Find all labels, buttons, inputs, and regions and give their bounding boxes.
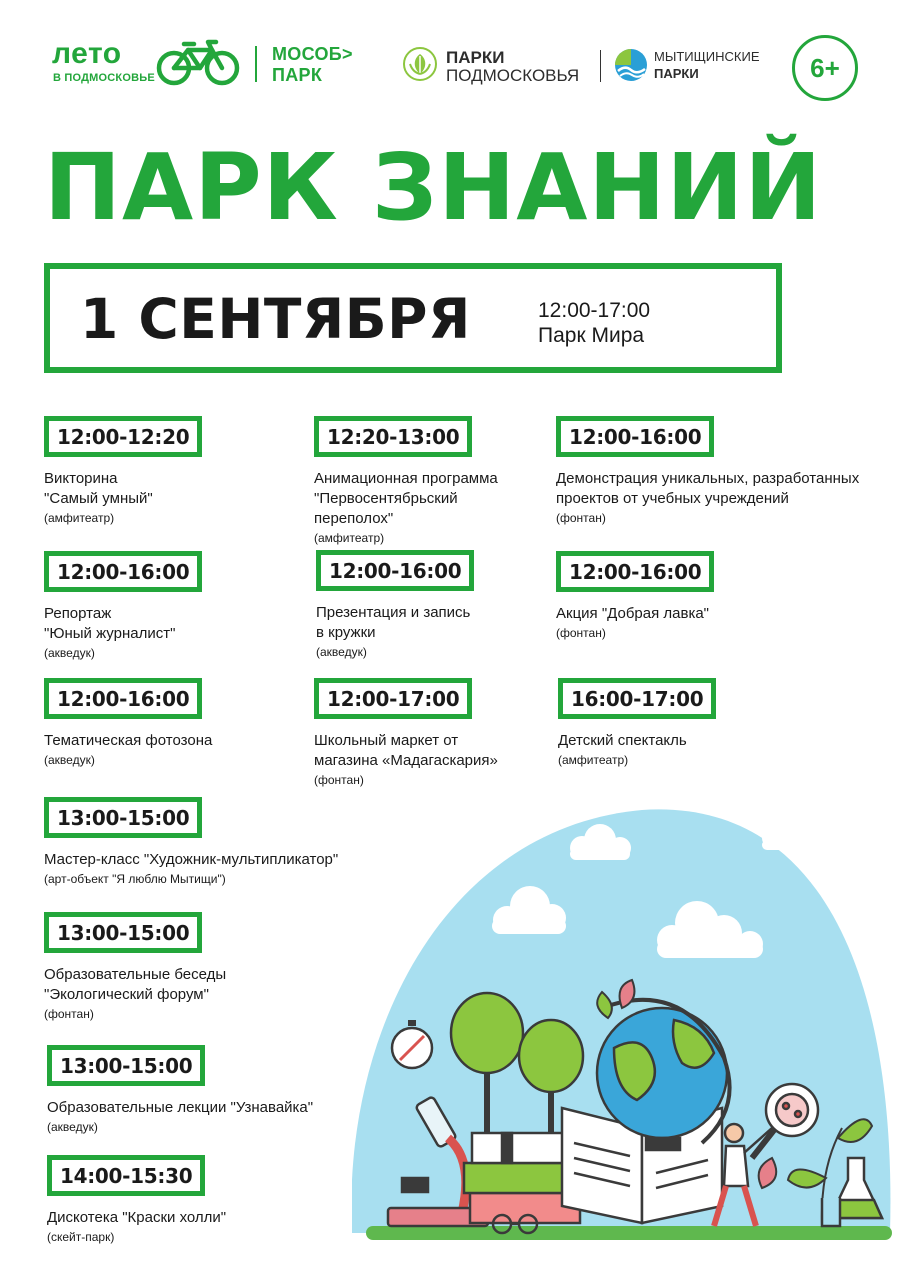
event-name: Школьный маркет от магазина «Мадагаскария» <box>314 732 498 769</box>
event-time: 12:00-16:00 <box>44 551 202 592</box>
schedule-item <box>556 416 859 526</box>
mytishchi-logo-line2: ПАРКИ <box>654 66 699 81</box>
event-time: 12:00-16:00 <box>316 550 474 591</box>
ground <box>366 1226 892 1240</box>
event-time: 12:00-16:00 <box>44 678 202 719</box>
event-location: (фонтан) <box>556 511 606 525</box>
schedule-item <box>558 678 716 768</box>
event-hours: 12:00-17:00 <box>538 299 651 322</box>
bicycle-icon <box>156 38 242 86</box>
parki-logo-line2: ПОДМОСКОВЬЯ <box>446 66 580 85</box>
event-time: 13:00-15:00 <box>44 797 202 838</box>
event-date: 1 СЕНТЯБРЯ <box>80 287 471 351</box>
schedule-item <box>44 551 202 661</box>
event-time: 16:00-17:00 <box>558 678 716 719</box>
schedule-item <box>314 416 498 546</box>
schedule-item <box>47 1045 313 1135</box>
event-name: Презентация и запись в кружки <box>316 604 471 641</box>
event-location: (акведук) <box>44 646 95 660</box>
leaf-emblem-icon <box>402 46 438 82</box>
mytishchi-logo-line1: МЫТИЩИНСКИЕ <box>654 49 760 64</box>
mosobpark-logo-line2: ПАРК <box>272 65 323 85</box>
schedule-item <box>44 678 212 768</box>
event-location: (амфитеатр) <box>314 531 385 545</box>
event-time: 13:00-15:00 <box>44 912 202 953</box>
schedule-item <box>316 550 474 660</box>
event-name: Демонстрация уникальных, разработанных проектов от учебных учреждений <box>556 470 860 507</box>
mosobpark-logo <box>272 44 353 86</box>
event-name: Дискотека "Краски холли" <box>47 1209 227 1226</box>
event-location: (амфитеатр) <box>44 511 115 525</box>
schedule-item <box>47 1155 226 1245</box>
event-time: 12:00-12:20 <box>44 416 202 457</box>
event-location: (фонтан) <box>314 773 364 787</box>
event-location: (арт-объект "Я люблю Мытищи") <box>44 872 226 886</box>
event-name: Акция "Добрая лавка" <box>556 605 710 622</box>
event-time: 12:00-17:00 <box>314 678 472 719</box>
event-time: 14:00-15:30 <box>47 1155 205 1196</box>
event-name: Образовательные беседы "Экологический форум" <box>44 966 227 1003</box>
event-name: Детский спектакль <box>558 732 687 749</box>
mytishchi-emblem-icon <box>614 48 648 82</box>
page-title: ПАРК ЗНАНИЙ <box>44 134 823 241</box>
event-location: (амфитеатр) <box>558 753 629 767</box>
event-name: Викторина "Самый умный" <box>44 470 153 507</box>
leto-logo-word: лето <box>52 37 122 70</box>
education-illustration <box>352 808 892 1248</box>
date-box <box>44 263 782 373</box>
event-location: (акведук) <box>44 753 95 767</box>
leto-logo <box>52 38 242 90</box>
schedule-item <box>556 551 714 641</box>
event-location: (акведук) <box>47 1120 98 1134</box>
event-location: (фонтан) <box>556 626 606 640</box>
event-name: Образовательные лекции "Узнавайка" <box>47 1099 314 1116</box>
age-rating-badge: 6+ <box>792 35 858 101</box>
event-name: Мастер-класс "Художник-мультипликатор" <box>44 851 339 868</box>
mosobpark-logo-line1: МОСОБ> <box>272 44 353 64</box>
event-time: 12:00-16:00 <box>556 551 714 592</box>
event-time: 12:20-13:00 <box>314 416 472 457</box>
event-location: (скейт-парк) <box>47 1230 115 1244</box>
event-time: 13:00-15:00 <box>47 1045 205 1086</box>
schedule-item <box>314 678 498 788</box>
event-name: Тематическая фотозона <box>44 732 213 749</box>
leto-logo-subtitle: В ПОДМОСКОВЬЕ <box>53 72 155 84</box>
event-venue: Парк Мира <box>538 324 645 347</box>
schedule-item <box>44 912 226 1022</box>
header-separator <box>600 50 601 82</box>
event-name: Репортаж "Юный журналист" <box>44 605 176 642</box>
event-location: (акведук) <box>316 645 367 659</box>
event-location: (фонтан) <box>44 1007 94 1021</box>
event-name: Анимационная программа "Первосентябрьский переполох" <box>314 470 498 527</box>
schedule-item <box>44 416 202 526</box>
schedule-item <box>44 797 338 887</box>
parki-logo-line1: ПАРКИ <box>446 48 505 67</box>
cloud-icon <box>762 818 818 850</box>
event-time: 12:00-16:00 <box>556 416 714 457</box>
header-separator <box>255 46 257 82</box>
